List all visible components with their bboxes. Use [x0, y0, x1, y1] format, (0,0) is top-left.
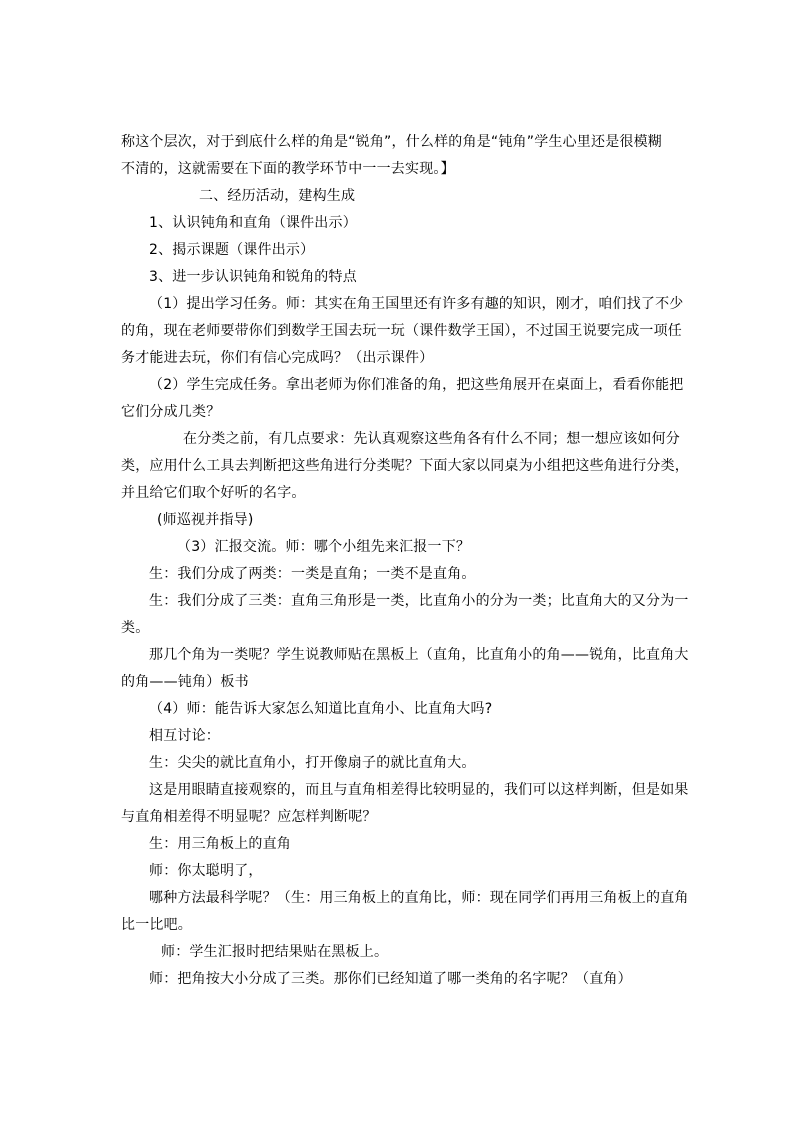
dialogue-line: 类。	[121, 620, 150, 636]
list-item: 3、进一步认识钝角和锐角的特点	[149, 269, 357, 285]
paragraph-line: （1）提出学习任务。师：其实在角王国里还有许多有趣的知识，刚才，咱们找了不少	[149, 296, 684, 312]
paragraph-line: （4）师：能告诉大家怎么知道比直角小、比直角大吗?	[149, 701, 493, 717]
paragraph-line: 与直角相差得不明显呢？应怎样判断呢？	[121, 809, 377, 825]
dialogue-line: 生：用三角板上的直角	[149, 836, 291, 852]
paragraph-line: 这是用眼睛直接观察的，而且与直角相差得比较明显的，我们可以这样判断，但是如果	[149, 782, 689, 798]
dialogue-line: 师：学生汇报时把结果贴在黑板上。	[161, 944, 389, 960]
list-item: 1、认识钝角和直角（课件出示）	[149, 215, 357, 231]
paragraph-line: 的角——钝角）板书	[121, 674, 249, 690]
dialogue-line: 生：我们分成了三类：直角三角形是一类，比直角小的分为一类；比直角大的又分为一	[149, 593, 689, 609]
paragraph-line: 不清的，这就需要在下面的教学环节中一一去实现。】	[121, 161, 455, 177]
dialogue-line: 师：把角按大小分成了三类。那你们已经知道了哪一类角的名字呢？（直角）	[149, 971, 632, 987]
paragraph-line: 在分类之前，有几点要求：先认真观察这些角各有什么不同；想一想应该如何分	[183, 431, 680, 447]
paragraph-line: 称这个层次，对于到底什么样的角是“锐角”，什么样的角是“钝角”学生心里还是很模糊	[121, 134, 663, 150]
paragraph-line: 并且给它们取个好听的名字。	[121, 485, 306, 501]
paragraph-line: (师巡视并指导)	[157, 512, 254, 528]
paragraph-line: 务才能进去玩，你们有信心完成吗？（出示课件）	[121, 350, 434, 366]
section-heading: 二、经历活动，建构生成	[199, 188, 356, 204]
dialogue-line: 生：尖尖的就比直角小，打开像扇子的就比直角大。	[149, 755, 476, 771]
paragraph-line: 相互讨论：	[149, 728, 220, 744]
paragraph-line: 的角，现在老师要带你们到数学王国去玩一玩（课件数学王国），不过国王说要完成一项任	[121, 323, 682, 339]
paragraph-line: （3）汇报交流。师：哪个小组先来汇报一下？	[177, 539, 471, 555]
document-body	[121, 129, 689, 993]
dialogue-line: 生：我们分成了两类：一类是直角；一类不是直角。	[149, 566, 476, 582]
paragraph-line: 哪种方法最科学呢？（生：用三角板上的直角比，师：现在同学们再用三角板上的直角	[149, 890, 689, 906]
paragraph-line: 它们分成几类？	[121, 404, 221, 420]
paragraph-line: 比一比吧。	[121, 917, 192, 933]
paragraph-line: 那几个角为一类呢？学生说教师贴在黑板上（直角，比直角小的角——锐角，比直角大	[149, 647, 689, 663]
dialogue-line: 师：你太聪明了，	[149, 863, 263, 879]
paragraph-line: （2）学生完成任务。拿出老师为你们准备的角，把这些角展开在桌面上，看看你能把	[149, 377, 684, 393]
list-item: 2、揭示课题（课件出示）	[149, 242, 315, 258]
paragraph-line: 类，应用什么工具去判断把这些角进行分类呢？下面大家以同桌为小组把这些角进行分类，	[121, 458, 689, 474]
